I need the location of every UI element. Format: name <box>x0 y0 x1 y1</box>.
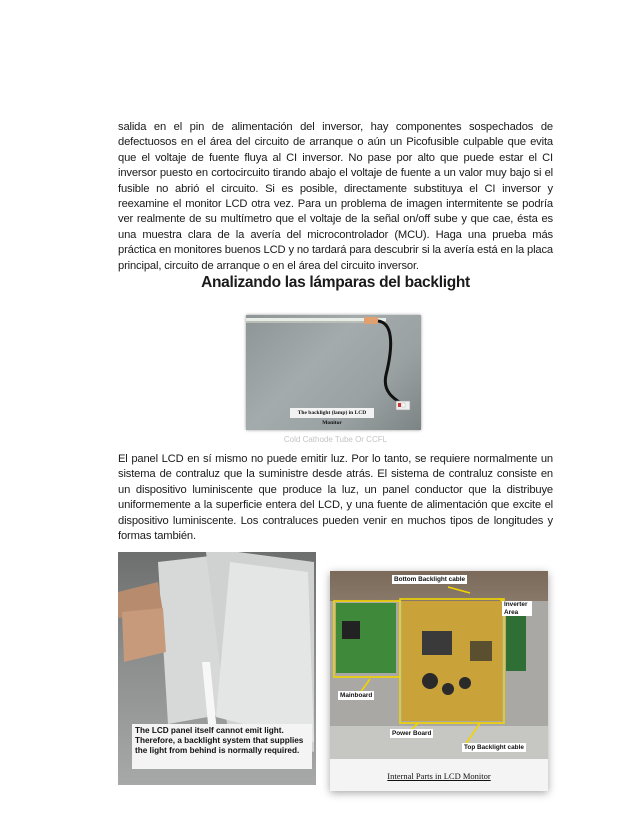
faded-caption: Cold Cathode Tube Or CCFL <box>283 435 388 444</box>
figure-caption: The backlight (lamp) in LCD Monitor <box>290 408 374 418</box>
paragraph-backlight-system: El panel LCD en sí mismo no puede emitir luz. Por lo tanto, se requiere normalmente un sistema de contraluz que la suministre desde atrás. El sistema de contraluz consiste en un dispositivo luminiscente que produce la luz, un panel conductor que la distribuye uniformemente a la superficie entera del LCD, y una fuente de alimentación que excite el dispositivo luminiscente. Los contraluces pueden venir en muchos tipos de longitudes y formas también. <box>118 453 553 543</box>
section-heading: Analizando las lámparas del backlight <box>201 274 470 291</box>
internal-parts-figure <box>330 571 548 791</box>
internal-parts-illustration <box>330 571 548 759</box>
lcd-panel-photo <box>118 552 316 785</box>
label-top-backlight-cable: Top Backlight cable <box>464 744 524 751</box>
paragraph-inverter-diagnosis: salida en el pin de alimentación del inversor, hay componentes sospechados de defectuosos en el área del circuito de arranque o aún un Picofusible culpable que evita que el voltaje de fuente fluya al CI inversor. No pase por alto que puede estar el CI inversor puesto en cortocircuito tirando abajo el voltaje de fuente a un valor muy bajo si el fusible no abrió el circuito. Si es posible, directamente substituya el CI inversor y reexamine el monitor LCD otra vez. Para un problema de imagen intermitente se podría ver realmente de su multímetro que el voltaje de la señal on/off sube y que cae, ésta es una muestra clara de la avería del microcontrolador (MCU). Haga una prueba más práctica en monitores buenos LCD y no tardará para descubrir si la avería está en la placa principal, circuito de arranque o en el área del circuito inversor. <box>118 121 553 272</box>
photo-overlay-text: The LCD panel itself cannot emit light. Therefore, a backlight system that supplies the light from behind is normally required. <box>132 724 312 769</box>
backlight-lamp-figure <box>246 315 421 430</box>
label-bottom-backlight-cable: Bottom Backlight cable <box>394 576 466 583</box>
internal-parts-photo <box>330 571 548 759</box>
label-inverter-area: Inverter Area <box>502 601 532 616</box>
figure-caption: Internal Parts in LCD Monitor <box>387 771 491 781</box>
label-power-board: Power Board <box>392 730 432 737</box>
label-mainboard: Mainboard <box>340 692 373 699</box>
